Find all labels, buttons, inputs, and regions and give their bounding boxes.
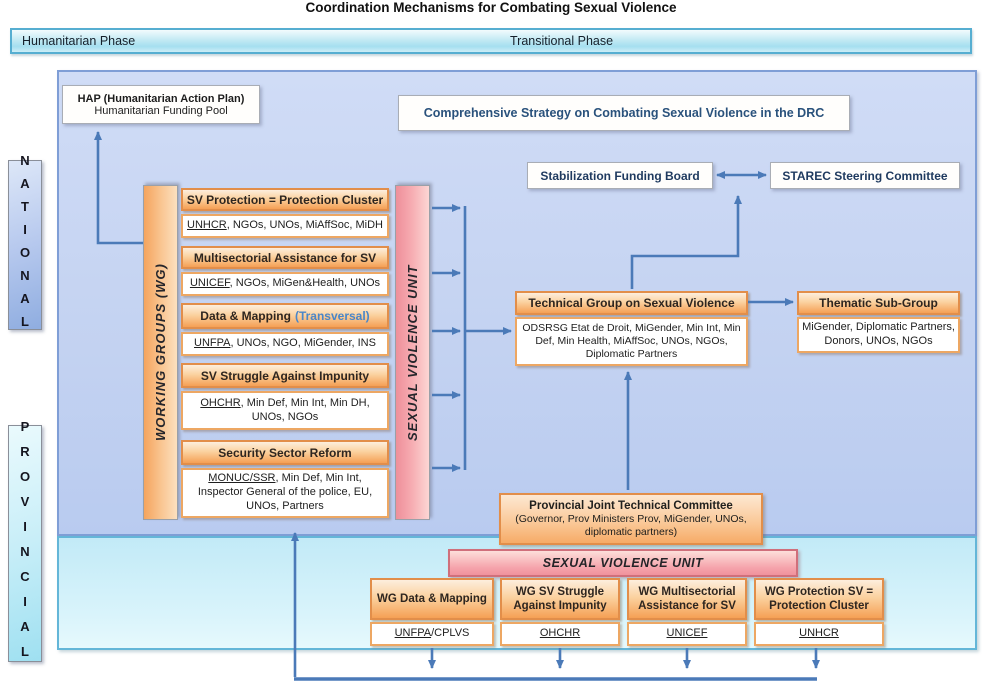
pwg-data-mapping-lead: UNFPA xyxy=(394,627,432,640)
sexual-violence-unit-horizontal-bar: SEXUAL VIOLENCE UNIT xyxy=(448,549,798,577)
wg-ssr-lead: MONUC/SSR xyxy=(208,472,276,485)
phase-label-humanitarian: Humanitarian Phase xyxy=(22,34,136,48)
working-groups-bar: WORKING GROUPS (WG) xyxy=(143,185,178,520)
diagram-title: Coordination Mechanisms for Combating Sexual Violence xyxy=(305,0,677,15)
phase-label-transitional: Transitional Phase xyxy=(510,34,614,48)
wg-data-mapping-transversal: (Transversal) xyxy=(294,309,370,323)
technical-group-header: Technical Group on Sexual Violence xyxy=(515,291,748,315)
pwg-data-mapping-header: WG Data & Mapping xyxy=(370,578,494,620)
pwg-impunity-header: WG SV Struggle Against Impunity xyxy=(500,578,620,620)
wg-impunity-members xyxy=(181,391,389,430)
lane-label-national: NATIONAL xyxy=(8,160,42,330)
wg-data-mapping-lead: UNFPA xyxy=(194,337,231,350)
provincial-joint-committee-box xyxy=(499,493,763,545)
wg-data-mapping-header xyxy=(181,303,389,329)
wg-ssr-header: Security Sector Reform xyxy=(181,440,389,465)
thematic-subgroup-members: MiGender, Diplomatic Partners, Donors, UNOs, NGOs xyxy=(797,317,960,353)
wg-multisectorial-lead: UNICEF xyxy=(189,277,230,290)
lane-label-provincial: PROVINCIAL xyxy=(8,425,42,662)
wg-data-mapping-members xyxy=(181,332,389,356)
technical-group-members: ODSRSG Etat de Droit, MiGender, Min Int, Min Def, Min Health, MiAffSoc, UNOs, NGOs, Diplomatic Partners xyxy=(515,317,748,366)
wg-impunity-lead: OHCHR xyxy=(200,396,241,409)
pwg-impunity-lead: OHCHR xyxy=(539,627,581,640)
pwg-data-mapping-members xyxy=(370,622,494,646)
hap-subtitle: Humanitarian Funding Pool xyxy=(94,104,228,117)
wg-protection-members xyxy=(181,214,389,238)
wg-multisectorial-members xyxy=(181,272,389,296)
pwg-protection-members xyxy=(754,622,884,646)
wg-protection-lead: UNHCR xyxy=(187,219,227,232)
phase-bar xyxy=(10,28,972,54)
pwg-data-mapping-members-text: /CPLVS xyxy=(431,627,470,640)
sexual-violence-unit-vertical-bar: SEXUAL VIOLENCE UNIT xyxy=(395,185,430,520)
wg-multisectorial-header: Multisectorial Assistance for SV xyxy=(181,246,389,269)
wg-ssr-members xyxy=(181,468,389,518)
pwg-protection-header: WG Protection SV = Protection Cluster xyxy=(754,578,884,620)
hap-title: HAP (Humanitarian Action Plan) xyxy=(77,92,245,105)
provincial-joint-committee-title: Provincial Joint Technical Committee xyxy=(529,499,733,512)
wg-impunity-members-text: , Min Def, Min Int, Min DH, UNOs, NGOs xyxy=(240,396,370,423)
thematic-subgroup-header: Thematic Sub-Group xyxy=(797,291,960,315)
wg-data-mapping-members-text: , UNOs, NGO, MiGender, INS xyxy=(230,337,376,350)
hap-box xyxy=(62,85,260,124)
pwg-impunity-members xyxy=(500,622,620,646)
wg-data-mapping-title: Data & Mapping xyxy=(200,309,291,323)
stabilization-funding-board-box: Stabilization Funding Board xyxy=(527,162,713,189)
wg-multisectorial-members-text: , NGOs, MiGen&Health, UNOs xyxy=(229,277,381,290)
wg-impunity-header: SV Struggle Against Impunity xyxy=(181,363,389,388)
comprehensive-strategy-box: Comprehensive Strategy on Combating Sexual Violence in the DRC xyxy=(398,95,850,131)
pwg-multisectorial-lead: UNICEF xyxy=(666,627,708,640)
pwg-multisectorial-header: WG Multisectorial Assistance for SV xyxy=(627,578,747,620)
wg-protection-members-text: , NGOs, UNOs, MiAffSoc, MiDH xyxy=(226,219,383,232)
starec-steering-committee-box: STAREC Steering Committee xyxy=(770,162,960,189)
wg-ssr-members-text: , Min Def, Min Int, Inspector General of the police, EU, UNOs, Partners xyxy=(197,472,373,512)
pwg-protection-lead: UNHCR xyxy=(799,627,839,640)
wg-protection-header: SV Protection = Protection Cluster xyxy=(181,188,389,211)
provincial-joint-committee-members: (Governor, Prov Ministers Prov, MiGender, UNOs, diplomatic partners) xyxy=(515,513,747,538)
pwg-multisectorial-members xyxy=(627,622,747,646)
